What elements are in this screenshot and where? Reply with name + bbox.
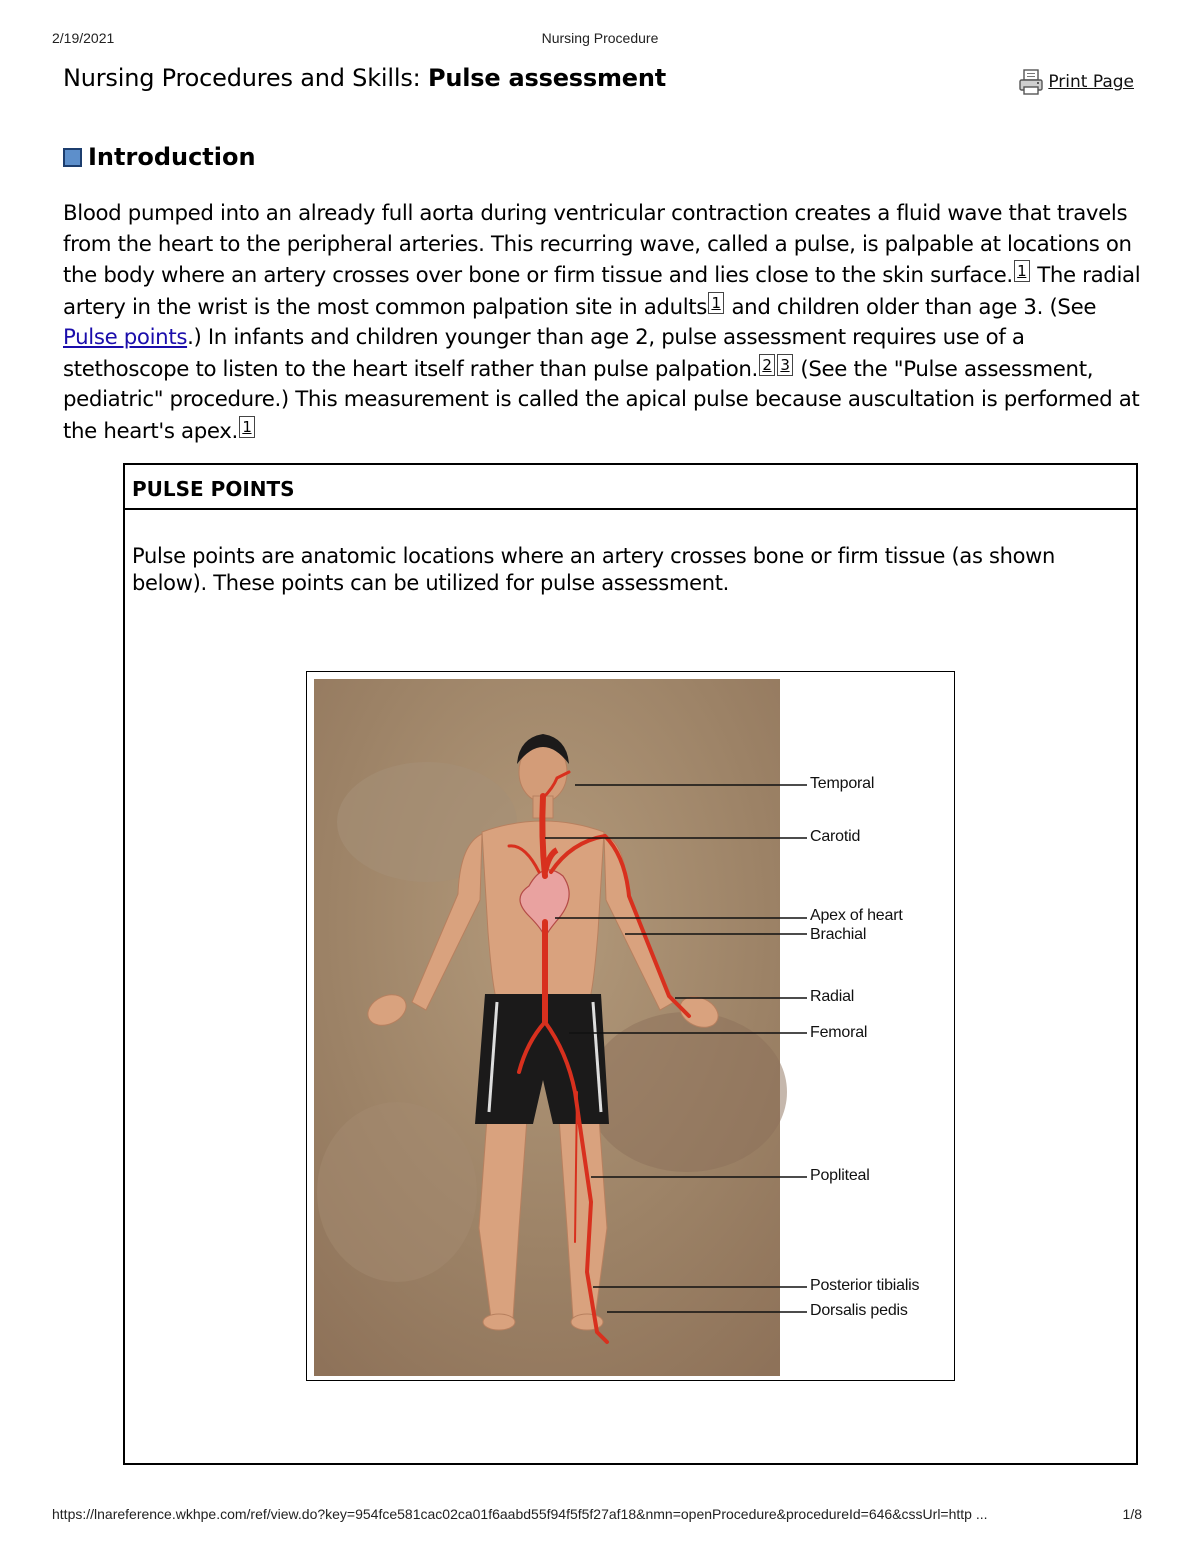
reference-link[interactable]: 1 bbox=[1014, 260, 1030, 282]
label-radial: Radial bbox=[810, 988, 855, 1005]
print-date: 2/19/2021 bbox=[52, 30, 115, 46]
page-title-emphasis: Pulse assessment bbox=[427, 64, 667, 92]
label-brachial: Brachial bbox=[810, 926, 867, 943]
label-femoral: Femoral bbox=[810, 1024, 868, 1041]
print-header-title: Nursing Procedure bbox=[541, 30, 659, 46]
reference-link[interactable]: 1 bbox=[239, 416, 255, 438]
print-page-link[interactable] bbox=[1018, 68, 1134, 96]
print-page-label[interactable]: Print Page bbox=[1048, 72, 1134, 92]
reference-link[interactable]: 1 bbox=[708, 292, 724, 314]
label-carotid: Carotid bbox=[810, 828, 861, 845]
label-posterior-tibialis: Posterior tibialis bbox=[810, 1277, 920, 1294]
print-url: https://lnareference.wkhpe.com/ref/view.do?key=954fce581cac02ca01f6aabd55f94f5f5f27af18&nmn=openProcedure&procedureId=646&cssUrl=http ... bbox=[52, 1506, 988, 1522]
reference-link[interactable]: 2 bbox=[759, 354, 775, 376]
intro-text: and children older than age 3. (See bbox=[725, 294, 1097, 320]
label-popliteal: Popliteal bbox=[810, 1167, 870, 1184]
pulse-points-figure bbox=[306, 671, 955, 1381]
intro-text: The radial artery in the wrist is the most common palpation site in adults bbox=[63, 263, 1141, 320]
page-title bbox=[63, 64, 666, 92]
label-temporal: Temporal bbox=[810, 775, 875, 792]
intro-paragraph bbox=[63, 199, 1143, 447]
page-count: 1/8 bbox=[1122, 1506, 1142, 1522]
label-apex-of-heart: Apex of heart bbox=[810, 907, 903, 924]
pulse-points-title: PULSE POINTS bbox=[125, 465, 1136, 510]
section-heading-text: Introduction bbox=[88, 143, 256, 171]
reference-link[interactable]: 3 bbox=[777, 354, 793, 376]
pulse-points-description: Pulse points are anatomic locations where an artery crosses bone or firm tissue (as shown below). These points can be utilized for pulse assessment. bbox=[132, 544, 1056, 595]
intro-text: Blood pumped into an already full aorta during ventricular contraction creates a fluid wave that travels from the heart to the peripheral arteries. This recurring wave, called a pulse, is palpable at locations on the body where an artery crosses over bone or firm tissue and lies close to the skin surface. bbox=[63, 201, 1132, 288]
pulse-points-link[interactable]: Pulse points bbox=[63, 325, 188, 350]
section-heading-introduction bbox=[63, 143, 256, 171]
label-dorsalis-pedis: Dorsalis pedis bbox=[810, 1302, 908, 1319]
printer-icon[interactable] bbox=[1018, 68, 1044, 96]
intro-text: .) In infants and children younger than age 2, pulse assessment requires use of a stethoscope to listen to the heart itself rather than pulse palpation. bbox=[63, 325, 1025, 382]
intro-text: (See the "Pulse assessment, pediatric" procedure.) This measurement is called the apical pulse because auscultation is performed at the heart's apex. bbox=[63, 356, 1140, 444]
section-square-icon bbox=[63, 148, 82, 167]
page-title-prefix: Nursing Procedures and Skills: bbox=[63, 64, 428, 92]
